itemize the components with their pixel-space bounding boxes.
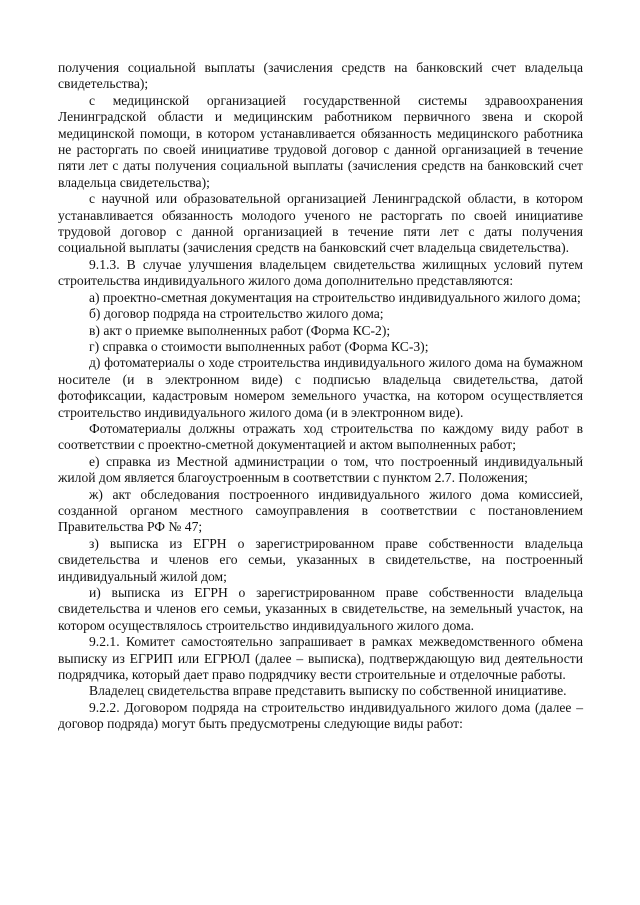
paragraph-2: с медицинской организацией государственной системы здравоохранения Ленинградской области и медицинским работником первичного звена и скорой медицинской помощи, в котором устанавливается обязанность медицинского работника не расторгать по своей инициативе трудовой договор с данной организацией в течение пяти лет с даты получения социальной выплаты (зачисления средств на банковский счет владельца свидетельства); bbox=[58, 92, 583, 190]
paragraph-15: 9.2.1. Комитет самостоятельно запрашивает в рамках межведомственного обмена выписку из ЕГРИП или ЕГРЮЛ (далее – выписка), подтверждающую вид деятельности подрядчика, который дает право подрядчику вести строительные и отделочные работы. bbox=[58, 634, 583, 683]
paragraph-16: Владелец свидетельства вправе представить выписку по собственной инициативе. bbox=[89, 683, 567, 699]
paragraph-14: и) выписка из ЕГРН о зарегистрированном праве собственности владельца свидетельства и членов его семьи, указанных в свидетельстве, на земельный участок, на котором осуществлялось строительство индивидуального жилого дома. bbox=[58, 585, 583, 633]
paragraph-17: 9.2.2. Договором подряда на строительство индивидуального жилого дома (далее – договор подряда) могут быть предусмотрены следующие виды работ: bbox=[58, 699, 583, 732]
paragraph-4: 9.1.3. В случае улучшения владельцем свидетельства жилищных условий путем строительства индивидуального жилого дома дополнительно представляются: bbox=[58, 256, 583, 289]
paragraph-12: ж) акт обследования построенного индивидуального жилого дома комиссией, созданной органом местного самоуправления в соответствии с постановлением Правительства РФ № 47; bbox=[58, 486, 583, 535]
document-body bbox=[58, 60, 583, 733]
paragraph-10: Фотоматериалы должны отражать ход строительства по каждому виду работ в соответствии с проектно-сметной документацией и актом выполненных работ; bbox=[58, 420, 583, 453]
paragraph-13: з) выписка из ЕГРН о зарегистрированном праве собственности владельца свидетельства и членов его семьи, указанных в свидетельстве, на построенный индивидуальный жилой дом; bbox=[58, 535, 583, 584]
paragraph-6: б) договор подряда на строительство жилого дома; bbox=[89, 306, 384, 322]
paragraph-7: в) акт о приемке выполненных работ (Форма КС-2); bbox=[89, 322, 391, 338]
paragraph-9: д) фотоматериалы о ходе строительства индивидуального жилого дома на бумажном носителе (и в электронном виде) с подписью владельца свидетельства, датой фотофиксации, кадастровым номером земельного участка, на котором осуществляется строительство индивидуального жилого дома (и в электронном виде). bbox=[58, 355, 583, 420]
paragraph-3: с научной или образовательной организацией Ленинградской области, в котором устанавливается обязанность молодого ученого не расторгать по своей инициативе трудовой договор с данной организацией в течение пяти лет с даты получения социальной выплаты (зачисления средств на банковский счет владельца свидетельства). bbox=[58, 191, 583, 256]
paragraph-5: а) проектно-сметная документация на строительство индивидуального жилого дома; bbox=[89, 289, 581, 305]
paragraph-1: получения социальной выплаты (зачисления средств на банковский счет владельца свидетельства); bbox=[58, 60, 583, 92]
paragraph-8: г) справка о стоимости выполненных работ (Форма КС-3); bbox=[89, 338, 429, 354]
paragraph-11: е) справка из Местной администрации о том, что построенный индивидуальный жилой дом является благоустроенным в соответствии с пунктом 2.7. Положения; bbox=[58, 453, 583, 486]
